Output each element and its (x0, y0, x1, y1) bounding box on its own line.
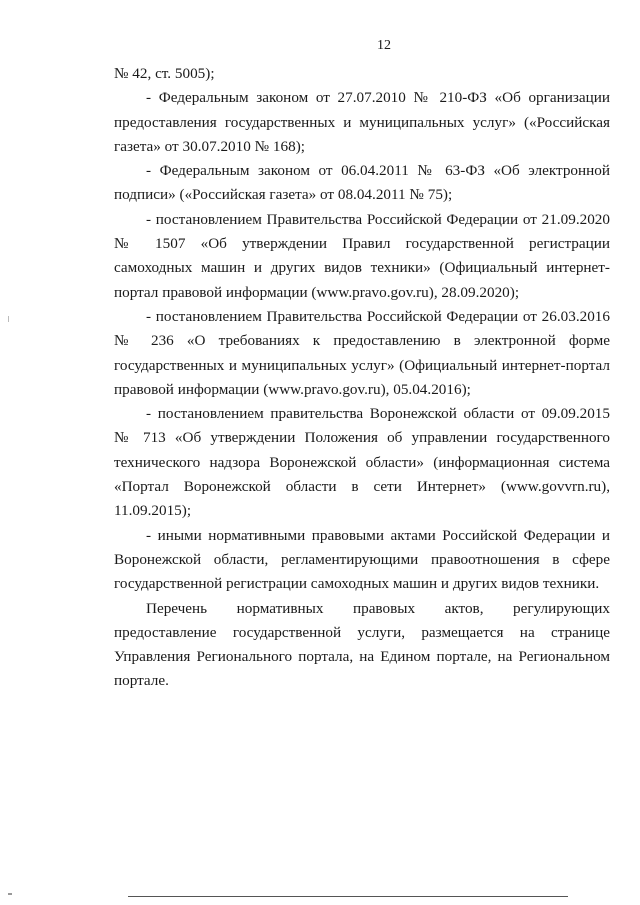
margin-mark (8, 316, 9, 322)
paragraph-federal-law-63: - Федеральным законом от 06.04.2011 № 63-ФЗ «Об электронной подписи» («Российская газета» от 08.04.2011 № 75); (114, 162, 610, 204)
paragraph-resolution-713: - постановлением правительства Воронежской области от 09.09.2015 № 713 «Об утверждении Положения об управлении государственного технического надзора Воронежской области» (информационная система «Портал Воронежской области в сети Интернет» (www.govvrn.ru), 11.09.2015); (114, 405, 610, 520)
scan-artifact (8, 893, 12, 895)
paragraph-federal-law-210: - Федеральным законом от 27.07.2010 № 210-ФЗ «Об организации предоставления государственных и муниципальных услуг» («Российская газета» от 30.07.2010 № 168); (114, 89, 610, 155)
paragraph-resolution-1507: - постановлением Правительства Российской Федерации от 21.09.2020 № 1507 «Об утверждении Правил государственной регистрации самоходных машин и других видов техники» (Официальный интернет-портал правовой информации (www.pravo.gov.ru), 28.09.2020); (114, 210, 610, 301)
paragraph-resolution-236: - постановлением Правительства Российской Федерации от 26.03.2016 № 236 «О требованиях к предоставлению в электронной форме государственных и муниципальных услуг» (Официальный интернет-портал правовой информации (www.pravo.gov.ru), 05.04.2016); (114, 307, 610, 398)
bottom-rule (128, 896, 568, 897)
paragraph-other-acts: - иными нормативными правовыми актами Российской Федерации и Воронежской области, регламентирующими правоотношения в сфере государственной регистрации самоходных машин и других видов техники. (114, 526, 610, 593)
document-body (114, 62, 610, 694)
paragraph-continuation: № 42, ст. 5005); (114, 65, 215, 82)
paragraph-list-placement: Перечень нормативных правовых актов, регулирующих предоставление государственной услуги, размещается на странице Управления Регионального портала, на Едином портале, на Региональном портале. (114, 599, 610, 690)
page-number: 12 (377, 38, 391, 53)
